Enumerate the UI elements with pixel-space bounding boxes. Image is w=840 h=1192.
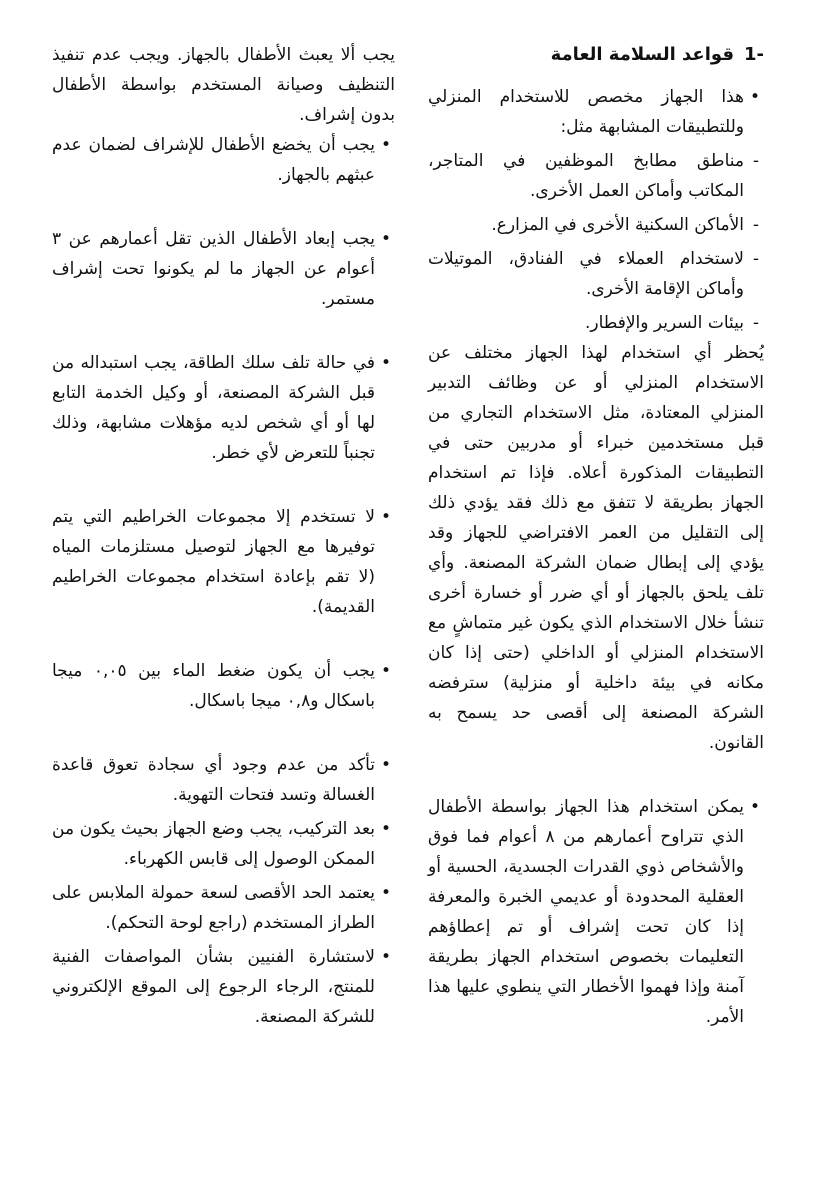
list-item xyxy=(428,244,764,304)
safety-item xyxy=(52,656,395,716)
safety-item-text: يجب أن يخضع الأطفال للإشراف لضمان عدم عبثهم بالجهاز. xyxy=(52,135,375,185)
list-item xyxy=(428,146,764,206)
safety-item xyxy=(52,878,395,938)
safety-item xyxy=(52,502,395,622)
safety-item-text: يجب أن يكون ضغط الماء بين ٠,٠٥ ميجا باسكال و٠,٨ ميجا باسكال. xyxy=(52,661,375,711)
safety-item-text: لا تستخدم إلا مجموعات الخراطيم التي يتم توفيرها مع الجهاز لتوصيل مستلزمات المياه (لا تقم بإعادة استخدام مجموعات الخراطيم القديمة). xyxy=(52,507,375,617)
section-heading xyxy=(428,40,764,70)
safety-item-text: بعد التركيب، يجب وضع الجهاز بحيث يكون من الممكن الوصول إلى قابس الكهرباء. xyxy=(52,819,375,869)
list-item xyxy=(428,210,764,240)
left-column xyxy=(52,40,395,1032)
section-title: قواعد السلامة العامة xyxy=(550,44,734,65)
bullet-icon: • xyxy=(380,883,392,903)
list-item-text: الأماكن السكنية الأخرى في المزارع. xyxy=(491,215,744,235)
safety-item-text: لاستشارة الفنيين بشأن المواصفات الفنية للمنتج، الرجاء الرجوع إلى الموقع الإلكتروني للشركة المصنعة. xyxy=(52,947,375,1027)
dash-icon: - xyxy=(752,313,760,333)
bullet-icon: • xyxy=(380,507,392,527)
bullet-icon: • xyxy=(380,661,392,681)
dash-icon: - xyxy=(752,151,760,171)
safety-item xyxy=(52,224,395,314)
safety-item-text: تأكد من عدم وجود أي سجادة تعوق قاعدة الغسالة وتسد فتحات التهوية. xyxy=(52,755,375,805)
safety-item xyxy=(52,348,395,468)
section-number: -1 xyxy=(743,44,764,65)
safety-item xyxy=(52,814,395,874)
bullet-icon: • xyxy=(380,819,392,839)
safety-item-text: يجب إبعاد الأطفال الذين تقل أعمارهم عن ٣ أعوام عن الجهاز ما لم يكونوا تحت إشراف مستمر. xyxy=(52,229,375,309)
intended-use-item xyxy=(428,82,764,142)
children-use-text: يمكن استخدام هذا الجهاز بواسطة الأطفال الذي تتراوح أعمارهم من ٨ أعوام فما فوق والأشخاص ذوي القدرات الجسدية، الحسية أو العقلية المحدودة أو عديمي الخبرة والمعرفة إذا كان تحت إشراف أو تم إعطاؤهم التعليمات بخصوص استخدام الجهاز بطريقة آمنة وإذا فهموا الأخطار التي ينطوي عليها هذا الأمر. xyxy=(428,797,744,1027)
bullet-icon: • xyxy=(380,947,392,967)
safety-item-text: يعتمد الحد الأقصى لسعة حمولة الملابس على الطراز المستخدم (راجع لوحة التحكم). xyxy=(52,883,375,933)
safety-item xyxy=(52,942,395,1032)
list-item xyxy=(428,308,764,338)
bullet-icon: • xyxy=(749,797,761,817)
list-item-text: مناطق مطابخ الموظفين في المتاجر، المكاتب وأماكن العمل الأخرى. xyxy=(428,151,744,201)
continuation-paragraph: يجب ألا يعبث الأطفال بالجهاز. ويجب عدم تنفيذ التنظيف وصيانة المستخدم بواسطة الأطفال بدون إشراف. xyxy=(52,45,395,125)
dash-icon: - xyxy=(752,249,760,269)
bullet-icon: • xyxy=(380,353,392,373)
prohibition-paragraph: يُحظر أي استخدام لهذا الجهاز مختلف عن الاستخدام المنزلي أو عن وظائف التدبير المنزلي المعتادة، مثل الاستخدام التجاري من قبل مستخدمين خبراء أو مدربين حتى في التطبيقات المذكورة أعلاه. فإذا تم استخدام الجهاز بطريقة لا تتفق مع ذلك فقد يؤدي ذلك إلى التقليل من العمر الافتراضي للجهاز وقد يؤدي إلى إبطال ضمان الشركة المصنعة. وأي تلف يلحق بالجهاز أو أي ضرر أو خسارة أخرى تنشأ خلال الاستخدام الذي يكون غير متماشٍ مع الاستخدام المنزلي أو الداخلي (حتى إذا كان مكانه في بيئة داخلية أو منزلية) سترفضه الشركة المصنعة إلى أقصى حد يسمح به القانون. xyxy=(428,343,764,753)
list-item-text: بيئات السرير والإفطار. xyxy=(584,313,744,333)
right-column xyxy=(428,40,764,1032)
dash-icon: - xyxy=(752,215,760,235)
bullet-icon: • xyxy=(380,755,392,775)
bullet-icon: • xyxy=(380,229,392,249)
intended-use-text: هذا الجهاز مخصص للاستخدام المنزلي وللتطبيقات المشابهة مثل: xyxy=(428,87,744,137)
children-use-item xyxy=(428,792,764,1032)
safety-item-text: في حالة تلف سلك الطاقة، يجب استبداله من قبل الشركة المصنعة، أو وكيل الخدمة التابع لها أو أي شخص لديه مؤهلات مشابهة، وذلك تجنباً للتعرض لأي خطر. xyxy=(52,353,375,463)
safety-item xyxy=(52,750,395,810)
list-item-text: لاستخدام العملاء في الفنادق، الموتيلات وأماكن الإقامة الأخرى. xyxy=(428,249,744,299)
bullet-icon: • xyxy=(380,135,392,155)
bullet-icon: • xyxy=(749,87,761,107)
safety-item xyxy=(52,130,395,190)
